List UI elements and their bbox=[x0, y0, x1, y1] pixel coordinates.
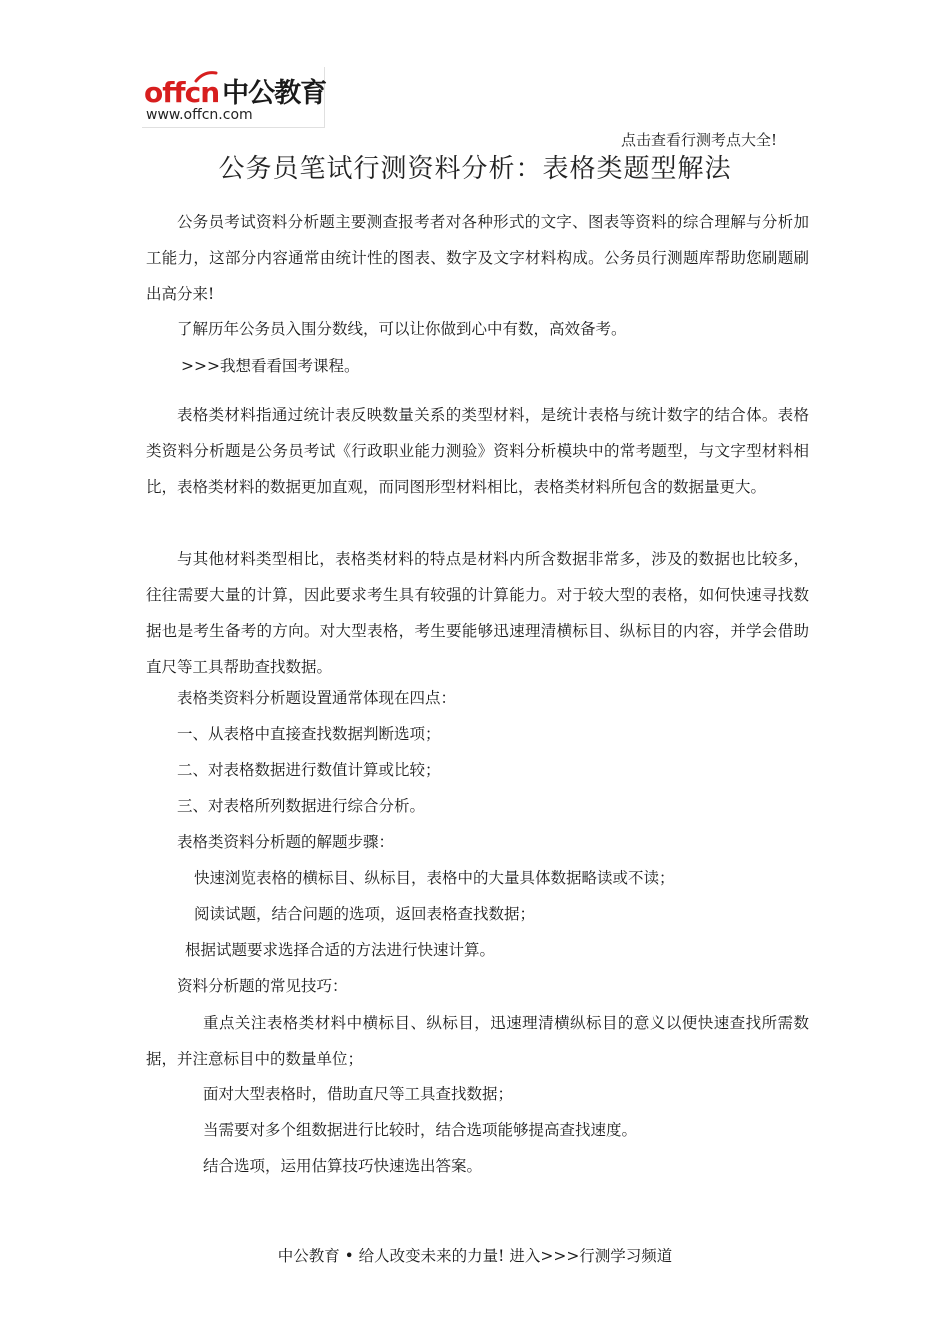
logo-brand-latin: offcn bbox=[144, 76, 220, 109]
tip-item-4: 结合选项，运用估算技巧快速选出答案。 bbox=[203, 1157, 483, 1175]
point-item-1: 一、从表格中直接查找数据判断选项； bbox=[177, 725, 441, 743]
score-line-link[interactable]: 了解历年公务员入围分数线，可以让你做到心中有数，高效备考。 bbox=[177, 320, 627, 338]
step-item-2: 阅读试题，结合问题的选项，返回表格查找数据； bbox=[194, 905, 536, 923]
page-title: 公务员笔试行测资料分析：表格类题型解法 bbox=[218, 154, 732, 184]
step-item-3: 根据试题要求选择合适的方法进行快速计算。 bbox=[185, 941, 496, 959]
logo-url: www.offcn.com bbox=[146, 107, 253, 123]
point-item-3: 三、对表格所列数据进行综合分析。 bbox=[177, 797, 426, 815]
definition-paragraph: 表格类材料指通过统计表反映数量关系的类型材料，是统计表格与统计数字的结合体。表格类资料分析题是公务员考试《行政职业能力测验》资料分析模块中的常考题型，与文字型材料相比，表格类材料的数据更加直观，而同图形型材料相比，表格类材料所包含的数据量更大。 bbox=[146, 406, 809, 496]
footer-slogan: 中公教育 • 给人改变未来的力量! bbox=[277, 1247, 510, 1265]
logo-brand bbox=[144, 71, 326, 110]
intro-paragraph: 公务员考试资料分析题主要测查报考者对各种形式的文字、图表等资料的综合理解与分析加工能力，这部分内容通常由统计性的图表、数字及文字材料构成。公务员行测题库帮助您刷题刷出高分来! bbox=[146, 213, 809, 303]
course-link[interactable]: >>>我想看看国考课程。 bbox=[181, 357, 360, 375]
tip-item-3: 当需要对多个组数据进行比较时，结合选项能够提高查找速度。 bbox=[203, 1121, 638, 1139]
features-paragraph: 与其他材料类型相比，表格类材料的特点是材料内所含数据非常多，涉及的数据也比较多，往往需要大量的计算，因此要求考生具有较强的计算能力。对于较大型的表格，如何快速寻找数据也是考生备考的方向。对大型表格，考生要能够迅速理清横标目、纵标目的内容，并学会借助直尺等工具帮助查找数据。 bbox=[146, 550, 809, 676]
offcn-logo[interactable] bbox=[142, 67, 325, 128]
step-item-1: 快速浏览表格的横标目、纵标目，表格中的大量具体数据略读或不读； bbox=[194, 869, 675, 887]
point-item-2: 二、对表格数据进行数值计算或比较； bbox=[177, 761, 441, 779]
tip-item-2: 面对大型表格时，借助直尺等工具查找数据； bbox=[203, 1085, 514, 1103]
logo-brand-cn: 中公教育 bbox=[222, 78, 327, 109]
steps-heading: 表格类资料分析题的解题步骤： bbox=[177, 833, 395, 851]
top-link-exam-points[interactable]: 点击查看行测考点大全! bbox=[621, 131, 778, 149]
footer bbox=[0, 1244, 950, 1266]
footer-channel-link[interactable]: 进入>>>行测学习频道 bbox=[509, 1247, 673, 1265]
tips-heading: 资料分析题的常见技巧： bbox=[177, 977, 348, 995]
points-heading: 表格类资料分析题设置通常体现在四点： bbox=[177, 689, 457, 707]
tip-item-1: 重点关注表格类材料中横标目、纵标目，迅速理清横纵标目的意义以便快速查找所需数据，并注意标目中的数量单位； bbox=[146, 1014, 809, 1068]
